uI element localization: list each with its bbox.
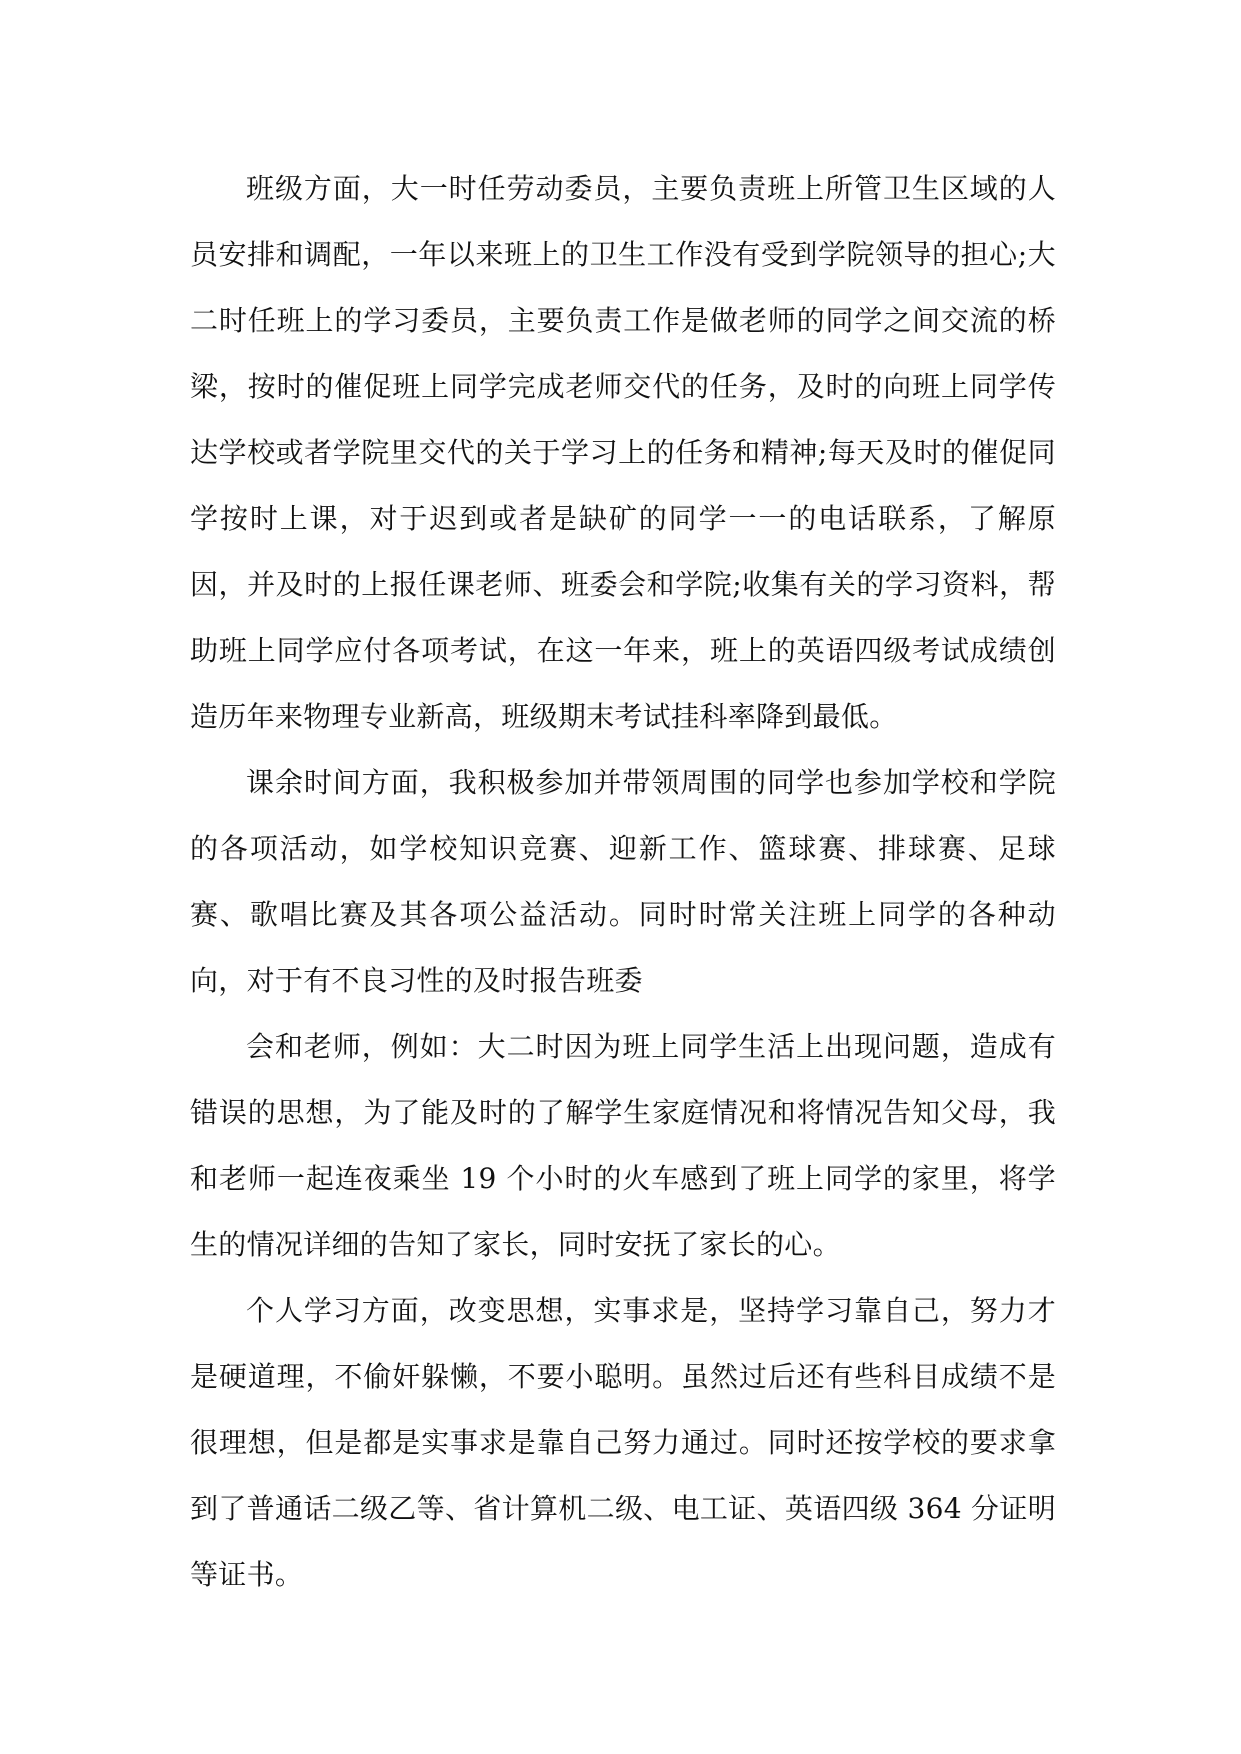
- paragraph-class-duties: 班级方面，大一时任劳动委员，主要负责班上所管卫生区域的人员安排和调配，一年以来班上的卫生工作没有受到学院领导的担心;大二时任班上的学习委员，主要负责工作是做老师的同学之间交流的桥梁，按时的催促班上同学完成老师交代的任务，及时的向班上同学传达学校或者学院里交代的关于学习上的任务和精神;每天及时的催促同学按时上课，对于迟到或者是缺矿的同学一一的电话联系，了解原因，并及时的上报任课老师、班委会和学院;收集有关的学习资料，帮助班上同学应付各项考试，在这一年来，班上的英语四级考试成绩创造历年来物理专业新高，班级期末考试挂科率降到最低。: [190, 172, 1056, 733]
- document-body: [190, 156, 1056, 1608]
- paragraph-extracurricular: 课余时间方面，我积极参加并带领周围的同学也参加学校和学院的各项活动，如学校知识竞赛、迎新工作、篮球赛、排球赛、足球赛、歌唱比赛及其各项公益活动。同时时常关注班上同学的各种动向，对于有不良习性的及时报告班委: [190, 766, 1056, 997]
- paragraph-home-visit: 会和老师，例如：大二时因为班上同学生活上出现问题，造成有错误的思想，为了能及时的了解学生家庭情况和将情况告知父母，我和老师一起连夜乘坐 19 个小时的火车感到了班上同学的家里，将学生的情况详细的告知了家长，同时安抚了家长的心。: [190, 1030, 1056, 1261]
- paragraph-personal-study: 个人学习方面，改变思想，实事求是，坚持学习靠自己，努力才是硬道理，不偷奸躲懒，不要小聪明。虽然过后还有些科目成绩不是很理想，但是都是实事求是靠自己努力通过。同时还按学校的要求拿到了普通话二级乙等、省计算机二级、电工证、英语四级 364 分证明等证书。: [190, 1294, 1056, 1591]
